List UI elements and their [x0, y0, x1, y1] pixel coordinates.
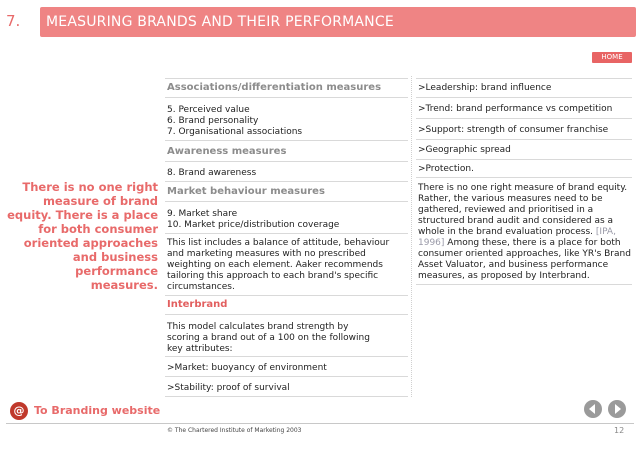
- awareness-heading: Awareness measures: [167, 146, 287, 157]
- list-item: >Stability: proof of survival: [167, 383, 290, 393]
- balance-paragraph: This list includes a balance of attitude, behaviour and marketing measures with no prescribed weighting on each element. Aaker recommends tailoring this approach to each brand's specific circumstances.: [167, 238, 390, 292]
- page-number: 12: [614, 426, 625, 435]
- paragraph-text: There is no one right measure of brand equity. Rather, the various measures need to be gathered, reviewed and prioritised in a structured brand audit and considered as a whole in the brand evaluation process.: [418, 183, 628, 237]
- pull-quote: There is no one right measure of brand equity. There is a place for both consumer oriented approaches and business performance measures.: [7, 180, 158, 292]
- cim-logo: @: [10, 402, 28, 420]
- branding-website-link[interactable]: To Branding website: [34, 404, 161, 417]
- list-item: 6. Brand personality: [167, 116, 259, 126]
- chapter-number: 7.: [6, 12, 21, 30]
- list-item: 5. Perceived value: [167, 105, 250, 115]
- rule: [165, 161, 408, 162]
- previous-button[interactable]: [584, 400, 602, 418]
- list-item: >Leadership: brand influence: [418, 83, 552, 93]
- interbrand-heading: Interbrand: [167, 299, 228, 310]
- list-item: >Support: strength of consumer franchise: [418, 125, 609, 135]
- citation: [IPA, 1996]: [418, 227, 616, 248]
- rule: [416, 78, 632, 79]
- rule: [165, 78, 408, 79]
- arrow-left-icon: [584, 400, 602, 418]
- next-button[interactable]: [608, 400, 626, 418]
- rule: [165, 97, 408, 98]
- list-item: 10. Market price/distribution coverage: [167, 220, 340, 230]
- market-heading: Market behaviour measures: [167, 186, 325, 197]
- rule: [165, 356, 408, 357]
- title-bar: [40, 7, 636, 37]
- footer-rule: [6, 423, 634, 424]
- list-item: 9. Market share: [167, 209, 238, 219]
- rule: [416, 118, 632, 119]
- rule: [165, 140, 408, 141]
- list-item: >Market: buoyancy of environment: [167, 363, 327, 373]
- associations-heading: Associations/differentiation measures: [167, 82, 382, 93]
- rule: [165, 396, 408, 397]
- list-item: >Protection.: [418, 164, 474, 174]
- arrow-right-icon: [608, 400, 626, 418]
- rule: [416, 159, 632, 160]
- copyright: © The Chartered Institute of Marketing 2003: [167, 427, 302, 434]
- rule: [416, 139, 632, 140]
- rule: [165, 181, 408, 182]
- rule: [165, 233, 408, 234]
- page-title: MEASURING BRANDS AND THEIR PERFORMANCE: [46, 14, 394, 30]
- rule: [416, 97, 632, 98]
- list-item: >Geographic spread: [418, 145, 511, 155]
- rule: [165, 376, 408, 377]
- column-divider: [411, 76, 412, 397]
- rule: [416, 284, 632, 285]
- rule: [416, 177, 632, 178]
- rule: [165, 314, 408, 315]
- interbrand-paragraph: This model calculates brand strength by scoring a brand out of a 100 on the following key attributes:: [167, 322, 370, 354]
- list-item: >Trend: brand performance vs competition: [418, 104, 613, 114]
- list-item: 7. Organisational associations: [167, 127, 303, 137]
- rule: [165, 201, 408, 202]
- paragraph-text: Among these, there is a place for both consumer oriented approaches, like YR's Brand Asset Valuator, and business performance measures, as proposed by Interbrand.: [418, 238, 631, 281]
- rule: [165, 295, 408, 296]
- equity-paragraph: [418, 183, 632, 282]
- home-button[interactable]: HOME: [592, 52, 632, 63]
- list-item: 8. Brand awareness: [167, 168, 257, 178]
